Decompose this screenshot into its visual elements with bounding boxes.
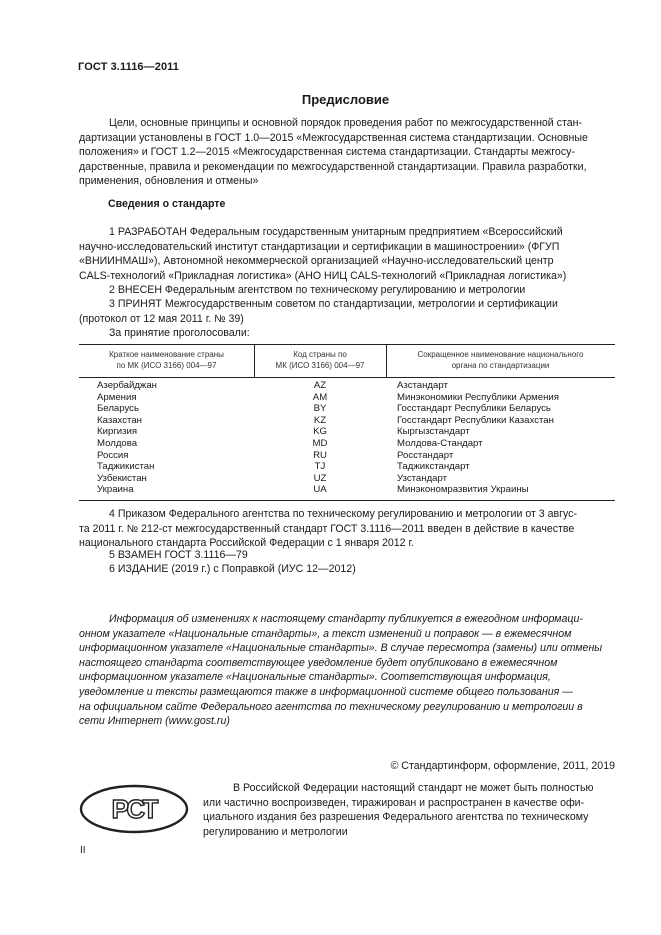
info-item-4-line: та 2011 г. № 212-ст межгосударственный стандарт ГОСТ 3.1116—2011 введен в действие в качестве (79, 522, 575, 535)
table-divider (386, 345, 387, 377)
preface-paragraph (79, 116, 615, 189)
info-item-1-line: 1 РАЗРАБОТАН Федеральным государственным унитарным предприятием «Всероссийский (109, 226, 563, 238)
changes-info-paragraph (79, 612, 615, 729)
changes-info-line: информационном указателе «Национальные стандарты». В случае пересмотра (замены) или отмены (79, 642, 603, 655)
standards-body-cell: Азстандарт (397, 380, 448, 391)
notice-line: или частично воспроизведен, тиражирован и распространен в качестве офи- (203, 796, 585, 809)
table-header-text: Краткое наименование страны (109, 350, 224, 359)
table-row (79, 438, 615, 450)
info-item-3-line: (протокол от 12 мая 2011 г. № 39) (79, 312, 244, 325)
table-header-text: Сокращенное наименование национального (417, 350, 584, 359)
notice-line: В Российской Федерации настоящий стандарт не может быть полностью (233, 782, 594, 794)
table-header-text: Код страны по (293, 350, 347, 359)
code-cell: MD (312, 437, 328, 449)
copyright-line: © Стандартинформ, оформление, 2011, 2019 (390, 760, 615, 772)
country-cell: Узбекистан (97, 472, 147, 484)
table-header-code (254, 349, 386, 371)
changes-info-line: настоящего стандарта соответствующее уведомление будет опубликовано в ежемесячном (79, 656, 558, 669)
standards-body-cell: Минэкономразвития Украины (397, 484, 529, 496)
changes-info-line: Информация об изменениях к настоящему стандарту публикуется в ежегодном информаци- (109, 613, 583, 625)
preface-line: положения» и ГОСТ 1.2—2015 «Межгосударственная система стандартизации. Стандарты межгосу- (79, 146, 575, 159)
table-row (79, 484, 615, 496)
table-row (79, 450, 615, 462)
country-cell: Беларусь (97, 403, 139, 415)
preface-line: применения, обновления и отмены» (79, 175, 259, 188)
info-item-3-line: 3 ПРИНЯТ Межгосударственным советом по стандартизации, метрологии и сертификации (109, 298, 558, 310)
standards-body-cell: Минэкономики Республики Армения (397, 391, 559, 403)
info-item-5: 5 ВЗАМЕН ГОСТ 3.1116—79 (109, 549, 248, 561)
table-row (79, 392, 615, 404)
info-item-1-line: научно-исследовательский институт стандартизации и сертификации в машиностроении» (ФГУП (79, 240, 560, 253)
rst-logo-icon (79, 784, 189, 834)
standards-body-cell: Молдова-Стандарт (397, 437, 483, 449)
info-item-6: 6 ИЗДАНИЕ (2019 г.) с Поправкой (ИУС 12—2012) (109, 563, 356, 575)
country-cell: Украина (97, 484, 134, 496)
standards-body-cell: Росстандарт (397, 449, 454, 461)
changes-info-line: информационном указателе «Национальные стандарты». Соответствующая информация, (79, 671, 551, 684)
info-item-3 (79, 297, 615, 326)
code-cell: UA (313, 484, 327, 496)
table-header-body (386, 349, 615, 371)
info-heading: Сведения о стандарте (108, 198, 226, 210)
changes-info-line: сети Интернет (www.gost.ru) (79, 715, 230, 728)
country-cell: Казахстан (97, 414, 142, 426)
table-row (79, 426, 615, 438)
notice-line: циального издания без разрешения Федерального агентства по техническому (203, 811, 589, 824)
code-cell: RU (313, 449, 327, 461)
svg-text:РСТ: РСТ (111, 794, 157, 824)
code-cell: UZ (313, 472, 327, 484)
info-item-1-line: «ВНИИНМАШ»), Автономной некоммерческой организацией «Научно-исследовательский центр (79, 255, 554, 268)
country-cell: Молдова (97, 437, 138, 449)
table-row (79, 461, 615, 473)
info-item-4-line: национального стандарта Российской Федерации с 1 января 2012 г. (79, 537, 415, 550)
table-row (79, 473, 615, 485)
changes-info-line: уведомление и тексты размещаются также в информационной системе общего пользования — (79, 685, 573, 698)
document-code: ГОСТ 3.1116—2011 (78, 61, 179, 73)
table-header-text: по МК (ИСО 3166) 004—97 (116, 361, 217, 370)
country-cell: Россия (97, 449, 129, 461)
table-divider (254, 345, 255, 377)
countries-table (79, 344, 615, 501)
preface-line: дартизации установлены в ГОСТ 1.0—2015 «Межгосударственная система стандартизации. Основные (79, 131, 588, 144)
info-item-1 (79, 225, 615, 283)
info-item-1-line: CALS-технологий «Прикладная логистика» (АНО НИЦ CALS-технологий «Прикладная логистика») (79, 269, 567, 282)
table-row (79, 380, 615, 392)
info-item-4-line: 4 Приказом Федерального агентства по техническому регулированию и метрологии от 3 авгус- (109, 508, 577, 520)
copyright-notice (203, 781, 615, 839)
country-cell: Азербайджан (97, 380, 157, 391)
table-header-country (79, 349, 254, 371)
table-row (79, 403, 615, 415)
table-row (79, 415, 615, 427)
table-header-text: МК (ИСО 3166) 004—97 (275, 361, 365, 370)
country-cell: Таджикистан (97, 461, 155, 473)
standards-body-cell: Кыргызстандарт (397, 426, 470, 438)
notice-line: регулированию и метрологии (203, 825, 348, 838)
info-item-4 (79, 507, 615, 551)
info-item-2: 2 ВНЕСЕН Федеральным агентством по техническому регулированию и метрологии (109, 284, 526, 296)
code-cell: KG (313, 426, 327, 438)
code-cell: TJ (314, 461, 326, 473)
changes-info-line: на официальном сайте Федерального агентства по техническому регулированию и метрологии в (79, 700, 583, 713)
code-cell: BY (313, 403, 327, 415)
country-cell: Армения (97, 391, 137, 403)
standards-body-cell: Госстандарт Республики Беларусь (397, 403, 551, 415)
preface-line: дарственные, правила и рекомендации по межгосударственной стандартизации. Правила разработки, (79, 160, 587, 173)
page-number: II (80, 845, 86, 856)
preface-line: Цели, основные принципы и основной порядок проведения работ по межгосударственной стан- (109, 117, 582, 129)
code-cell: AZ (313, 380, 327, 391)
changes-info-line: онном указателе «Национальные стандарты», а текст изменений и поправок — в ежемесячном (79, 627, 572, 640)
standards-body-cell: Госстандарт Республики Казахстан (397, 414, 554, 426)
table-body (79, 380, 615, 496)
table-header-rule (79, 377, 615, 378)
page-title: Предисловие (301, 92, 390, 107)
country-cell: Киргизия (97, 426, 138, 438)
table-header-text: органа по стандартизации (451, 361, 550, 370)
standards-body-cell: Таджикстандарт (397, 461, 470, 473)
code-cell: AM (312, 391, 328, 403)
standards-body-cell: Узстандарт (397, 472, 448, 484)
voted-label: За принятие проголосовали: (109, 327, 250, 339)
code-cell: KZ (313, 414, 327, 426)
